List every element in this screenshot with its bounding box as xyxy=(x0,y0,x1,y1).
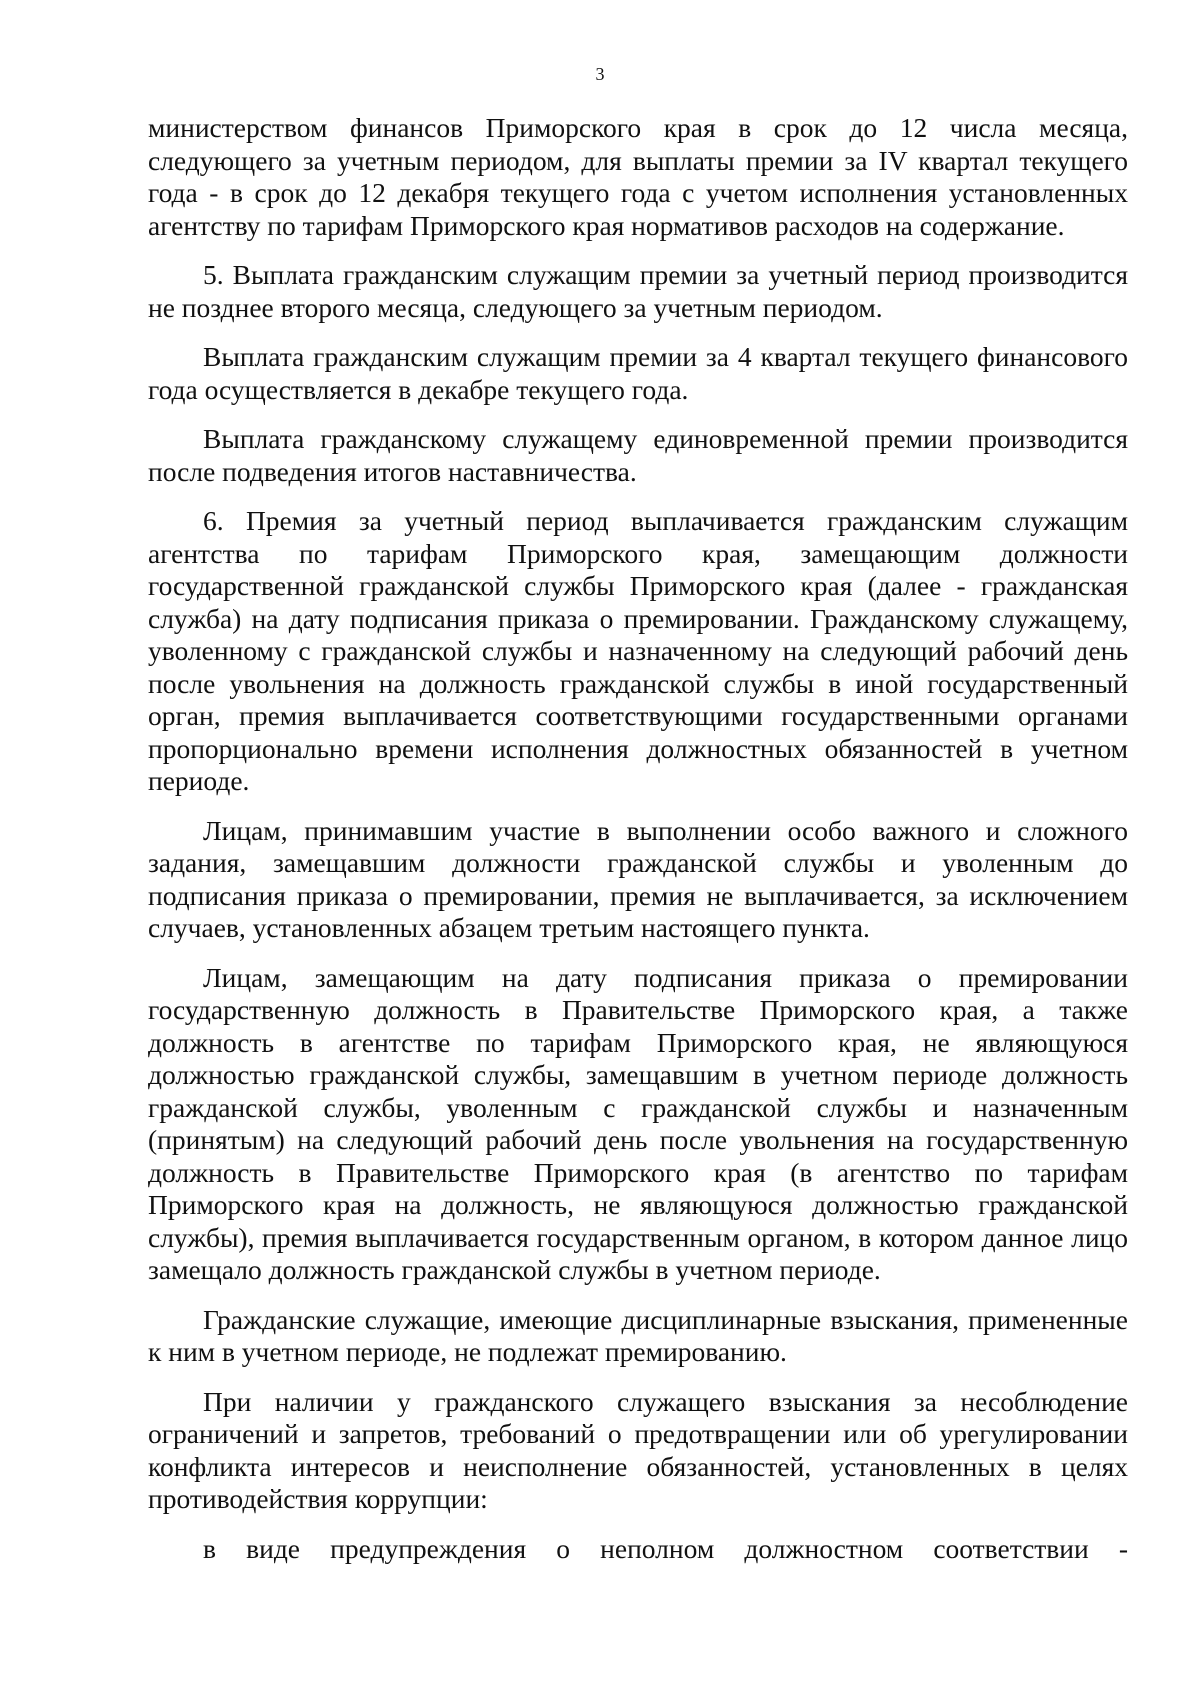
paragraph: При наличии у гражданского служащего взыскания за несоблюдение ограничений и запретов, требований о предотвращении или об урегулировании конфликта интересов и неисполнение обязанностей, установленных в целях противодействия коррупции: xyxy=(148,1385,1128,1514)
paragraph-item-6: 6. Премия за учетный период выплачивается гражданским служащим агентства по тарифам Приморского края, замещающим должности государственной гражданской службы Приморского края (далее - гражданская служба) на дату подписания приказа о премировании. Гражданскому служащему, уволенному с гражданской службы и назначенному на следующий рабочий день после увольнения на должность гражданской службы в иной государственный орган, премия выплачивается соответствующими государственными органами пропорционально времени исполнения должностных обязанностей в учетном периоде. xyxy=(148,505,1128,796)
paragraph: Лицам, замещающим на дату подписания приказа о премировании государственную должность в Правительстве Приморского края, а также должность в агентстве по тарифам Приморского края, не являющуюся должностью гражданской службы, замещавшим в учетном периоде должность гражданской службы, уволенным с гражданской службы и назначенным (принятым) на следующий рабочий день после увольнения на государственную должность в Правительстве Приморского края (в агентство по тарифам Приморского края на должность, не являющуюся должностью гражданской службы), премия выплачивается государственным органом, в котором данное лицо замещало должность гражданской службы в учетном периоде. xyxy=(148,961,1128,1285)
paragraph-item-5: 5. Выплата гражданским служащим премии за учетный период производится не позднее второго месяца, следующего за учетным периодом. xyxy=(148,259,1128,323)
document-body xyxy=(148,112,1128,1582)
paragraph-last-line: в виде предупреждения о неполном должностном соответствии - xyxy=(203,1532,1128,1564)
paragraph-continuation: министерством финансов Приморского края в срок до 12 числа месяца, следующего за учетным периодом, для выплаты премии за IV квартал текущего года - в срок до 12 декабря текущего года с учетом исполнения установленных агентству по тарифам Приморского края нормативов расходов на содержание. xyxy=(148,112,1128,241)
paragraph: Лицам, принимавшим участие в выполнении особо важного и сложного задания, замещавшим должности гражданской службы и уволенным до подписания приказа о премировании, премия не выплачивается, за исключением случаев, установленных абзацем третьим настоящего пункта. xyxy=(148,814,1128,943)
paragraph: Выплата гражданским служащим премии за 4 квартал текущего финансового года осуществляется в декабре текущего года. xyxy=(148,341,1128,405)
paragraph: Гражданские служащие, имеющие дисциплинарные взыскания, примененные к ним в учетном периоде, не подлежат премированию. xyxy=(148,1303,1128,1367)
paragraph: Выплата гражданскому служащему единовременной премии производится после подведения итогов наставничества. xyxy=(148,423,1128,487)
page-number: 3 xyxy=(595,64,605,84)
